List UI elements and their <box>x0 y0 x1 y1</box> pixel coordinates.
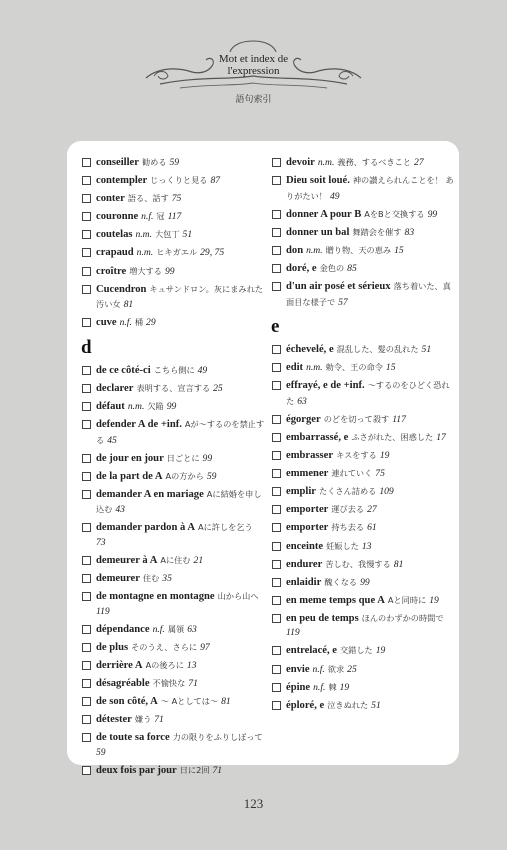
entry-page-ref: 29, 75 <box>200 247 225 259</box>
checkbox[interactable] <box>272 228 281 237</box>
entry-part-of-speech: n.m. <box>135 229 152 241</box>
index-entry <box>271 155 455 171</box>
entry-definition: 〜するのをひどく恐れた <box>286 380 450 406</box>
entry-definition: 表明する、宣言する <box>136 382 211 393</box>
entry-term: demander pardon à A <box>96 522 195 534</box>
index-entry <box>81 640 265 656</box>
checkbox[interactable] <box>272 665 281 674</box>
index-entry <box>271 378 455 409</box>
checkbox[interactable] <box>82 733 91 742</box>
checkbox[interactable] <box>272 381 281 390</box>
entry-term: edit <box>286 362 304 374</box>
entry-page-ref: 81 <box>123 299 134 311</box>
index-entry <box>81 469 265 485</box>
entry-term: de son côté, A <box>96 696 158 708</box>
checkbox[interactable] <box>82 697 91 706</box>
checkbox[interactable] <box>82 523 91 532</box>
entry-definition: Aに結婚を申し込む <box>96 488 262 515</box>
right-column <box>271 155 455 716</box>
checkbox[interactable] <box>82 318 91 327</box>
index-entry <box>81 589 265 619</box>
index-entry <box>81 658 265 674</box>
entry-page-ref: 119 <box>96 605 110 617</box>
entry-definition: 勅令、王の命令 <box>325 362 383 373</box>
entry-page-ref: 35 <box>162 573 172 585</box>
entry-term: détester <box>96 714 132 726</box>
entry-page-ref: 19 <box>379 450 390 462</box>
entry-definition: 増大する <box>129 265 162 276</box>
entry-page-ref: 29 <box>146 317 156 329</box>
index-entry <box>81 227 265 243</box>
index-entry <box>271 173 455 204</box>
checkbox[interactable] <box>82 556 91 565</box>
checkbox[interactable] <box>272 701 281 710</box>
entry-definition: 持ち去る <box>331 522 365 533</box>
entry-term: embarrassé, e <box>286 431 349 443</box>
entry-page-ref: 99 <box>202 452 213 464</box>
entry-page-ref: 25 <box>347 663 357 675</box>
checkbox[interactable] <box>272 158 281 167</box>
entry-term: croître <box>96 265 127 277</box>
entry-definition: のどを切って殺す <box>323 413 390 424</box>
index-entry <box>271 539 455 555</box>
checkbox[interactable] <box>82 766 91 775</box>
checkbox[interactable] <box>272 246 281 255</box>
entry-page-ref: 51 <box>371 699 381 711</box>
index-entry <box>271 643 455 659</box>
entry-term: doré, e <box>286 262 317 274</box>
entry-definition: 桶 <box>134 317 144 328</box>
entry-term: demander A en mariage <box>96 488 204 500</box>
entry-term: devoir <box>286 157 315 168</box>
entry-page-ref: 25 <box>213 382 223 394</box>
section-letter-e: e <box>271 316 280 338</box>
entry-term: envie <box>286 663 310 675</box>
entry-term: enceinte <box>286 540 324 552</box>
checkbox[interactable] <box>82 679 91 688</box>
index-entry <box>81 553 265 569</box>
checkbox[interactable] <box>272 433 281 442</box>
entry-term: effrayé, e de +inf. <box>286 380 365 392</box>
entry-page-ref: 43 <box>115 504 125 516</box>
checkbox[interactable] <box>272 469 281 478</box>
checkbox[interactable] <box>82 715 91 724</box>
entry-term: donner un bal <box>286 226 350 238</box>
entry-term: couronne <box>96 211 139 223</box>
page-number: 123 <box>243 796 264 811</box>
index-entry <box>81 381 265 397</box>
checkbox[interactable] <box>272 363 281 372</box>
entry-term: embrasser <box>286 450 334 462</box>
entry-page-ref: 19 <box>375 645 386 657</box>
entry-definition: 舞踏会を催す <box>352 226 402 237</box>
index-card <box>67 141 459 776</box>
entry-definition: Aに住む <box>160 555 191 565</box>
index-title-line1: Mot et index de <box>218 53 289 65</box>
checkbox[interactable] <box>272 542 281 551</box>
index-entry <box>271 261 455 277</box>
entry-page-ref: 17 <box>436 431 446 443</box>
entry-part-of-speech: n.f. <box>312 663 325 675</box>
index-entry <box>271 225 455 241</box>
entry-term: donner A pour B <box>286 208 362 220</box>
checkbox[interactable] <box>272 578 281 587</box>
entry-term: échevelé, e <box>286 344 334 356</box>
entry-definition: 混乱した、髪の乱れた <box>336 344 419 355</box>
entry-term: Dieu soit loué. <box>286 175 350 187</box>
entry-page-ref: 75 <box>171 193 182 205</box>
checkbox[interactable] <box>82 592 91 601</box>
entry-term: demeurer à A <box>96 555 158 566</box>
index-entry <box>81 155 265 171</box>
checkbox[interactable] <box>272 505 281 514</box>
index-entry <box>271 557 455 573</box>
entry-term: enlaidir <box>286 576 322 588</box>
index-entry <box>271 698 455 714</box>
index-entry <box>81 399 265 415</box>
entry-definition: 住む <box>142 573 160 584</box>
index-entry <box>271 466 455 482</box>
entry-part-of-speech: n.m. <box>136 247 154 259</box>
entry-definition: 神の讃えられんことを！ ありがたい！ <box>286 175 454 201</box>
entry-definition: Aが〜するのを禁止する <box>96 419 265 445</box>
entry-part-of-speech: n.m. <box>317 157 335 168</box>
checkbox[interactable] <box>82 158 91 167</box>
checkbox[interactable] <box>82 267 91 276</box>
entry-definition: 落ち着いた、真面目な様子で <box>286 281 451 307</box>
entry-term: éploré, e <box>286 699 325 711</box>
entry-term: de toute sa force <box>96 732 170 744</box>
checkbox[interactable] <box>82 194 91 203</box>
entry-definition: 棘 <box>328 681 337 692</box>
entry-definition: キュサンドロン。灰にまみれた汚い女 <box>96 283 263 310</box>
entry-page-ref: 83 <box>404 226 415 238</box>
checkbox[interactable] <box>272 596 281 605</box>
checkbox[interactable] <box>272 646 281 655</box>
entry-page-ref: 45 <box>107 434 117 446</box>
index-entry <box>81 417 265 448</box>
entry-term: de la part de A <box>96 470 163 482</box>
checkbox[interactable] <box>82 643 91 652</box>
entry-page-ref: 81 <box>393 558 404 570</box>
entry-definition: 日ごとに <box>166 452 200 463</box>
checkbox[interactable] <box>272 415 281 424</box>
index-entry <box>81 676 265 692</box>
index-entry <box>81 712 265 728</box>
entry-definition: 交錯した <box>339 645 373 656</box>
index-entry <box>271 360 455 376</box>
index-entry <box>81 209 265 225</box>
entry-page-ref: 117 <box>392 413 406 425</box>
checkbox[interactable] <box>82 454 91 463</box>
entry-part-of-speech: n.f. <box>313 681 326 693</box>
entry-definition: 金色の <box>319 262 345 273</box>
entry-definition: 贈り物、天の恵み <box>325 244 392 255</box>
entry-definition: Aと同時に <box>387 594 427 605</box>
entry-part-of-speech: n.m. <box>306 244 323 256</box>
entry-definition: Aに許しを乞う <box>197 522 253 533</box>
index-entry <box>271 243 455 259</box>
index-entry <box>271 611 455 641</box>
entry-definition: 義務、するべきこと <box>337 157 412 167</box>
entry-page-ref: 87 <box>210 175 221 187</box>
entry-term: deux fois par jour <box>96 764 177 776</box>
checkbox[interactable] <box>82 212 91 221</box>
checkbox[interactable] <box>82 402 91 411</box>
entry-definition: 属領 <box>167 623 185 634</box>
entry-definition: AをBと交換する <box>364 208 425 219</box>
entry-page-ref: 19 <box>339 681 350 693</box>
entry-definition: 不愉快な <box>152 678 186 689</box>
entry-definition: ほんのわずかの時間で <box>361 612 444 623</box>
entry-page-ref: 71 <box>188 678 198 690</box>
entry-definition: 日に2回 <box>179 764 210 775</box>
entry-page-ref: 99 <box>427 208 438 220</box>
checkbox[interactable] <box>272 487 281 496</box>
entry-term: defender A de +inf. <box>96 419 182 431</box>
index-entry <box>271 448 455 464</box>
entry-definition: ふさがれた、困惑した <box>351 431 434 442</box>
index-entry <box>81 694 265 710</box>
entry-definition: 勧める <box>141 157 167 167</box>
entry-term: de montagne en montagne <box>96 591 215 603</box>
entry-term: de ce côté-ci <box>96 364 151 376</box>
entry-definition: 欠陥 <box>147 400 164 411</box>
checkbox[interactable] <box>82 490 91 499</box>
entry-page-ref: 49 <box>329 190 340 202</box>
entry-definition: 醜くなる <box>324 576 358 587</box>
entry-page-ref: 81 <box>221 696 231 708</box>
entry-term: endurer <box>286 558 323 570</box>
entry-definition: こちら側に <box>153 364 195 375</box>
entry-definition: キスをする <box>336 450 377 461</box>
checkbox[interactable] <box>272 264 281 273</box>
entry-part-of-speech: n.m. <box>306 362 323 374</box>
checkbox[interactable] <box>272 176 281 185</box>
entry-page-ref: 27 <box>367 504 377 516</box>
checkbox[interactable] <box>82 176 91 185</box>
entry-definition: Aの方から <box>165 470 204 481</box>
entry-term: désagréable <box>96 678 150 690</box>
index-entry <box>81 315 265 331</box>
entry-page-ref: 71 <box>154 714 164 726</box>
index-entry <box>81 451 265 467</box>
checkbox[interactable] <box>82 230 91 239</box>
entry-term: emplir <box>286 486 317 498</box>
entry-definition: 欲求 <box>327 663 345 674</box>
checkbox[interactable] <box>82 420 91 429</box>
entry-term: en meme temps que A <box>286 594 385 606</box>
entry-definition: 妊娠した <box>326 540 359 551</box>
entry-definition: 語る、話す <box>127 193 169 204</box>
entry-term: d'un air posé et sérieux <box>286 281 391 293</box>
entry-term: coutelas <box>96 229 133 241</box>
entry-term: demeurer <box>96 573 140 585</box>
entry-page-ref: 15 <box>385 362 396 374</box>
index-entry <box>271 520 455 536</box>
entry-page-ref: 51 <box>182 229 193 241</box>
entry-part-of-speech: n.m. <box>127 400 145 412</box>
entry-page-ref: 63 <box>297 395 307 407</box>
entry-page-ref: 57 <box>338 296 348 308</box>
entry-page-ref: 73 <box>96 536 106 548</box>
checkbox[interactable] <box>82 384 91 393</box>
index-entry <box>81 487 265 518</box>
entry-definition: Aの後ろに <box>145 659 184 670</box>
entry-part-of-speech: n.f. <box>119 317 132 329</box>
entry-page-ref: 27 <box>414 157 424 168</box>
index-entry <box>81 763 265 779</box>
entry-part-of-speech: n.f. <box>141 211 154 223</box>
entry-term: emmener <box>286 468 329 480</box>
entry-definition: 嫌う <box>134 714 152 725</box>
index-entry <box>81 191 265 207</box>
index-entry <box>81 520 265 550</box>
entry-page-ref: 21 <box>193 555 204 566</box>
entry-definition: たくさん詰める <box>319 486 377 497</box>
entry-definition: 大包丁 <box>154 229 180 240</box>
index-subtitle: 語句索引 <box>235 95 272 105</box>
index-entry <box>271 502 455 518</box>
entry-page-ref: 63 <box>187 623 197 635</box>
index-entry <box>81 245 265 261</box>
entry-page-ref: 99 <box>164 265 175 277</box>
checkbox[interactable] <box>272 451 281 460</box>
index-entry <box>271 484 455 500</box>
entry-page-ref: 71 <box>212 764 223 776</box>
index-entry <box>271 279 455 310</box>
entry-page-ref: 15 <box>394 244 404 256</box>
checkbox[interactable] <box>272 282 281 291</box>
entry-page-ref: 85 <box>347 262 357 274</box>
entry-term: contempler <box>96 175 148 187</box>
entry-definition: そのうえ、さらに <box>131 641 198 652</box>
entry-definition: 運び去る <box>331 504 365 515</box>
checkbox[interactable] <box>82 366 91 375</box>
entry-page-ref: 51 <box>421 344 432 356</box>
entry-term: dépendance <box>96 623 150 635</box>
entry-term: égorger <box>286 413 321 425</box>
entry-page-ref: 109 <box>379 486 394 498</box>
checkbox[interactable] <box>272 560 281 569</box>
index-entry <box>271 593 455 609</box>
entry-part-of-speech: n.f. <box>152 623 165 635</box>
entry-page-ref: 59 <box>96 746 106 758</box>
checkbox[interactable] <box>272 345 281 354</box>
entry-page-ref: 13 <box>186 659 197 671</box>
checkbox[interactable] <box>82 625 91 634</box>
entry-term: entrelacé, e <box>286 645 337 657</box>
entry-page-ref: 75 <box>375 468 385 480</box>
entry-page-ref: 97 <box>200 641 210 653</box>
entry-term: épine <box>286 681 311 693</box>
entry-page-ref: 99 <box>166 400 177 412</box>
entry-term: défaut <box>96 400 125 412</box>
checkbox[interactable] <box>272 683 281 692</box>
index-entry <box>271 662 455 678</box>
entry-page-ref: 117 <box>167 211 182 223</box>
entry-definition: 冠 <box>156 211 165 222</box>
index-entry <box>81 730 265 760</box>
entry-definition: ヒキガエル <box>156 247 198 258</box>
entry-page-ref: 59 <box>169 157 180 168</box>
checkbox[interactable] <box>272 523 281 532</box>
entry-page-ref: 49 <box>197 364 208 376</box>
checkbox[interactable] <box>82 248 91 257</box>
entry-term: conseiller <box>96 157 139 168</box>
entry-definition: 力の限りをふりしぼって <box>172 732 263 743</box>
left-column <box>81 155 265 781</box>
entry-term: emporter <box>286 504 329 516</box>
entry-page-ref: 99 <box>360 576 370 588</box>
entry-definition: じっくりと見る <box>150 175 208 186</box>
entry-term: cuve <box>96 317 117 329</box>
entry-definition: 連れていく <box>331 468 373 479</box>
index-title-line2: l'expression <box>227 65 280 77</box>
entry-definition: 苦しむ、我慢する <box>325 558 391 569</box>
entry-term: crapaud <box>96 247 134 259</box>
entry-definition: 山から山へ <box>217 591 259 602</box>
index-entry <box>81 282 265 313</box>
entry-term: de plus <box>96 641 129 653</box>
index-entry <box>271 342 455 358</box>
entry-page-ref: 61 <box>367 522 377 534</box>
entry-term: derrière A <box>96 659 143 671</box>
entry-page-ref: 13 <box>361 540 372 552</box>
index-entry <box>81 571 265 587</box>
index-entry <box>81 173 265 189</box>
entry-definition: 泣きぬれた <box>327 699 369 710</box>
entry-page-ref: 59 <box>206 470 217 482</box>
entry-page-ref: 19 <box>429 594 439 606</box>
entry-term: conter <box>96 193 125 205</box>
checkbox[interactable] <box>82 285 91 294</box>
index-entry <box>271 412 455 428</box>
entry-page-ref: 119 <box>286 627 300 639</box>
index-entry <box>81 363 265 379</box>
entry-term: en peu de temps <box>286 612 359 624</box>
entry-term: emporter <box>286 522 329 534</box>
index-entry <box>81 622 265 638</box>
entry-definition: 〜 Aとしては〜 <box>160 696 219 707</box>
entry-term: de jour en jour <box>96 452 164 464</box>
entry-term: declarer <box>96 382 134 394</box>
index-entry <box>271 430 455 446</box>
index-entry <box>81 264 265 280</box>
section-letter-d: d <box>81 336 92 358</box>
checkbox[interactable] <box>82 472 91 481</box>
checkbox[interactable] <box>272 614 281 623</box>
index-entry <box>271 207 455 223</box>
index-title <box>0 53 507 77</box>
checkbox[interactable] <box>272 210 281 219</box>
index-entry <box>271 680 455 696</box>
checkbox[interactable] <box>82 661 91 670</box>
entry-term: Cucendron <box>96 283 147 295</box>
index-entry <box>271 575 455 591</box>
entry-term: don <box>286 244 304 256</box>
checkbox[interactable] <box>82 574 91 583</box>
